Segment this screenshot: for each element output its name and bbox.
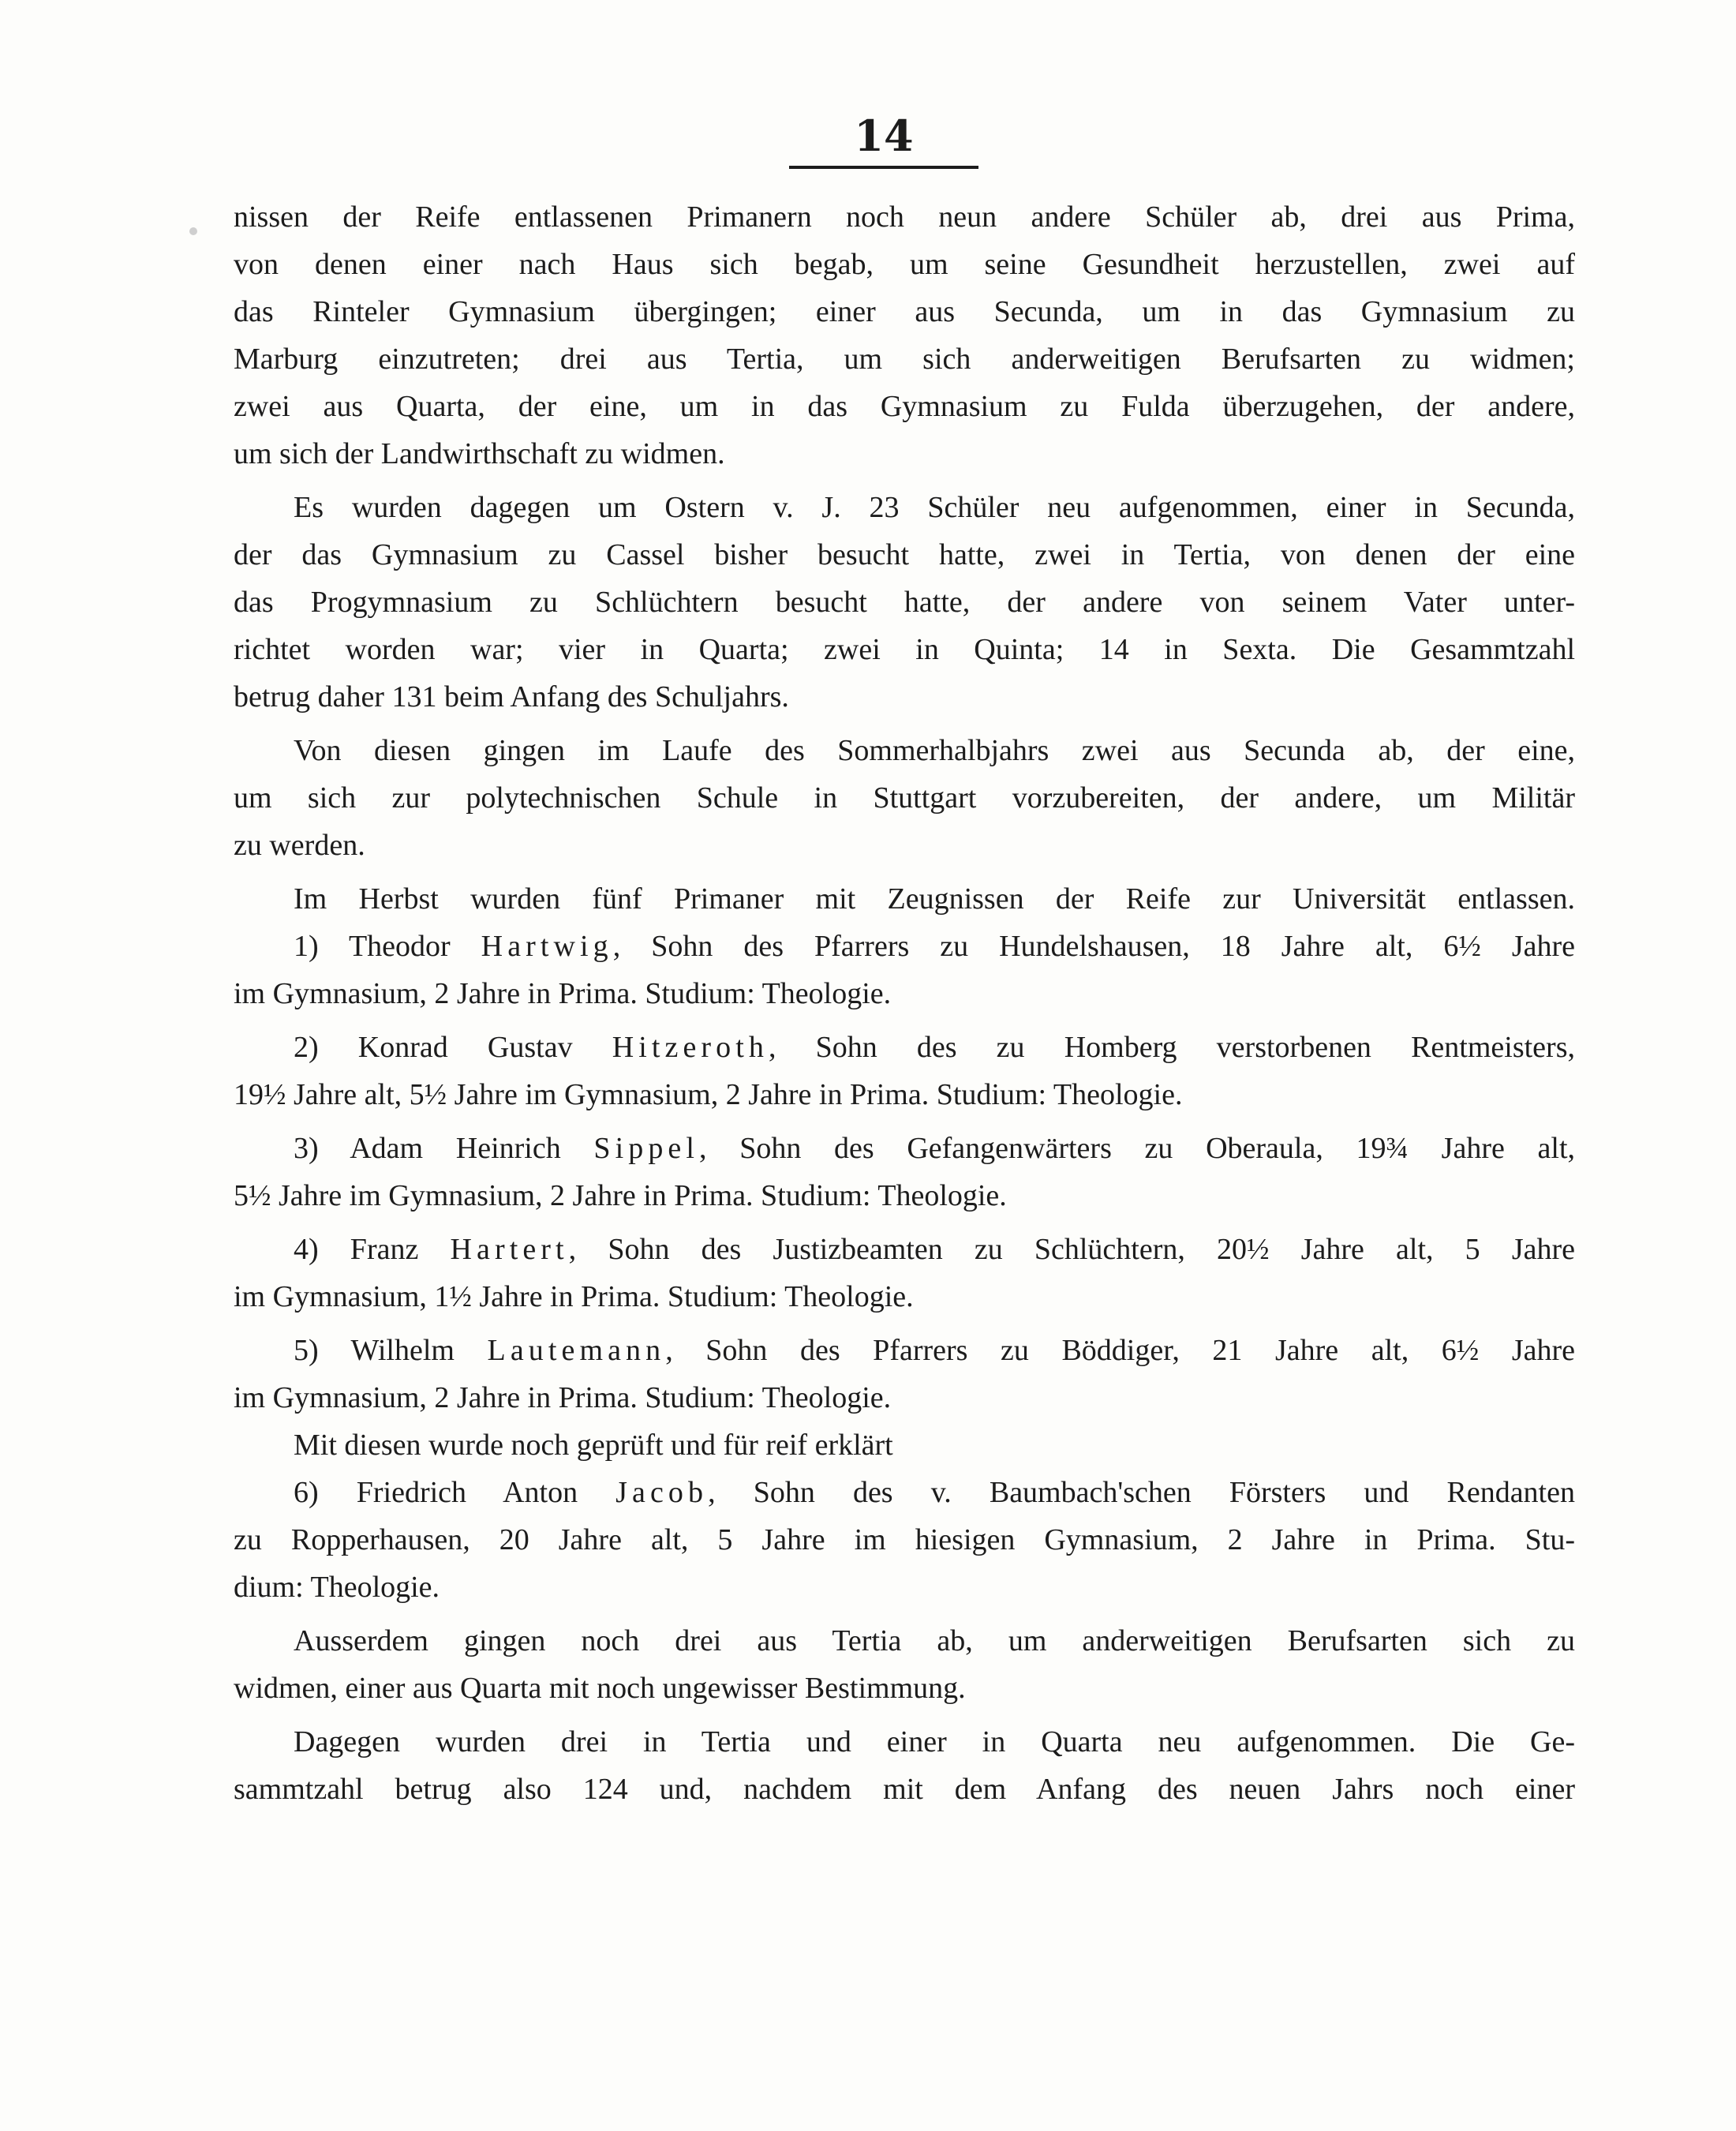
text-line: 5) Wilhelm Lautemann, Sohn des Pfarrers zu Böddiger, 21 Jahre alt, 6½ Jahre (294, 1334, 1575, 1367)
text-line: betrug daher 131 beim Anfang des Schuljahrs. (234, 680, 789, 713)
text-line: im Gymnasium, 2 Jahre in Prima. Studium: Theologie. (234, 1381, 892, 1414)
spaced-name: Hartwig (481, 930, 613, 963)
text-line: um sich der Landwirthschaft zu widmen. (234, 437, 725, 470)
margin-dot (189, 227, 197, 235)
text-line: nissen der Reife entlassenen Primanern noch neun andere Schüler ab, drei aus Prima, (234, 200, 1575, 234)
body-text (234, 193, 1575, 1813)
spaced-name: Hitzeroth (612, 1031, 769, 1064)
text-line: Marburg einzutreten; drei aus Tertia, um sich anderweitigen Berufsarten zu widmen; (234, 343, 1575, 376)
text-line: widmen, einer aus Quarta mit noch ungewisser Bestimmung. (234, 1672, 966, 1705)
text-line: 1) Theodor Hartwig, Sohn des Pfarrers zu Hundelshausen, 18 Jahre alt, 6½ Jahre (294, 930, 1575, 963)
page-number: 14 (854, 110, 914, 161)
text-line: das Progymnasium zu Schlüchtern besucht hatte, der andere von seinem Vater unter- (234, 586, 1575, 619)
text-line: 6) Friedrich Anton Jacob, Sohn des v. Baumbach'schen Försters und Rendanten (294, 1476, 1575, 1509)
text-line: 4) Franz Hartert, Sohn des Justizbeamten zu Schlüchtern, 20½ Jahre alt, 5 Jahre (294, 1233, 1575, 1266)
page-number-rule (789, 166, 978, 169)
spaced-name: Jacob (615, 1476, 709, 1509)
text-line: zu werden. (234, 829, 365, 862)
spaced-name: Hartert (450, 1233, 569, 1266)
text-line: um sich zur polytechnischen Schule in Stuttgart vorzubereiten, der andere, um Militär (234, 781, 1575, 815)
text-line: Ausserdem gingen noch drei aus Tertia ab, um anderweitigen Berufsarten sich zu (294, 1624, 1575, 1657)
text-line: Es wurden dagegen um Ostern v. J. 23 Schüler neu aufgenommen, einer in Secunda, (294, 491, 1575, 524)
text-line: 19½ Jahre alt, 5½ Jahre im Gymnasium, 2 Jahre in Prima. Studium: Theologie. (234, 1078, 1183, 1111)
text-line: Von diesen gingen im Laufe des Sommerhalbjahrs zwei aus Secunda ab, der eine, (294, 734, 1575, 767)
text-line: 3) Adam Heinrich Sippel, Sohn des Gefangenwärters zu Oberaula, 19¾ Jahre alt, (294, 1132, 1575, 1165)
text-line: zu Ropperhausen, 20 Jahre alt, 5 Jahre im hiesigen Gymnasium, 2 Jahre in Prima. Stu- (234, 1523, 1575, 1556)
text-line: zwei aus Quarta, der eine, um in das Gymnasium zu Fulda überzugehen, der andere, (234, 390, 1575, 423)
text-line: im Gymnasium, 2 Jahre in Prima. Studium: Theologie. (234, 977, 892, 1010)
text-line: von denen einer nach Haus sich begab, um seine Gesundheit herzustellen, zwei auf (234, 248, 1575, 281)
text-line: Dagegen wurden drei in Tertia und einer in Quarta neu aufgenommen. Die Ge- (294, 1725, 1575, 1758)
text-line: dium: Theologie. (234, 1571, 440, 1604)
text-line: im Gymnasium, 1½ Jahre in Prima. Studium: Theologie. (234, 1280, 914, 1313)
spaced-name: Lautemann (487, 1334, 666, 1367)
text-line: 2) Konrad Gustav Hitzeroth, Sohn des zu Homberg verstorbenen Rentmeisters, (294, 1031, 1575, 1064)
text-line: das Rinteler Gymnasium übergingen; einer aus Secunda, um in das Gymnasium zu (234, 295, 1575, 328)
text-line: Im Herbst wurden fünf Primaner mit Zeugnissen der Reife zur Universität entlassen. (294, 882, 1575, 916)
text-line: 5½ Jahre im Gymnasium, 2 Jahre in Prima. Studium: Theologie. (234, 1179, 1007, 1212)
text-line: sammtzahl betrug also 124 und, nachdem mit dem Anfang des neuen Jahrs noch einer (234, 1773, 1575, 1806)
text-line: Mit diesen wurde noch geprüft und für reif erklärt (294, 1429, 893, 1462)
spaced-name: Sippel (593, 1132, 700, 1165)
text-line: der das Gymnasium zu Cassel bisher besucht hatte, zwei in Tertia, von denen der eine (234, 538, 1575, 571)
text-line: richtet worden war; vier in Quarta; zwei in Quinta; 14 in Sexta. Die Gesammtzahl (234, 633, 1575, 666)
